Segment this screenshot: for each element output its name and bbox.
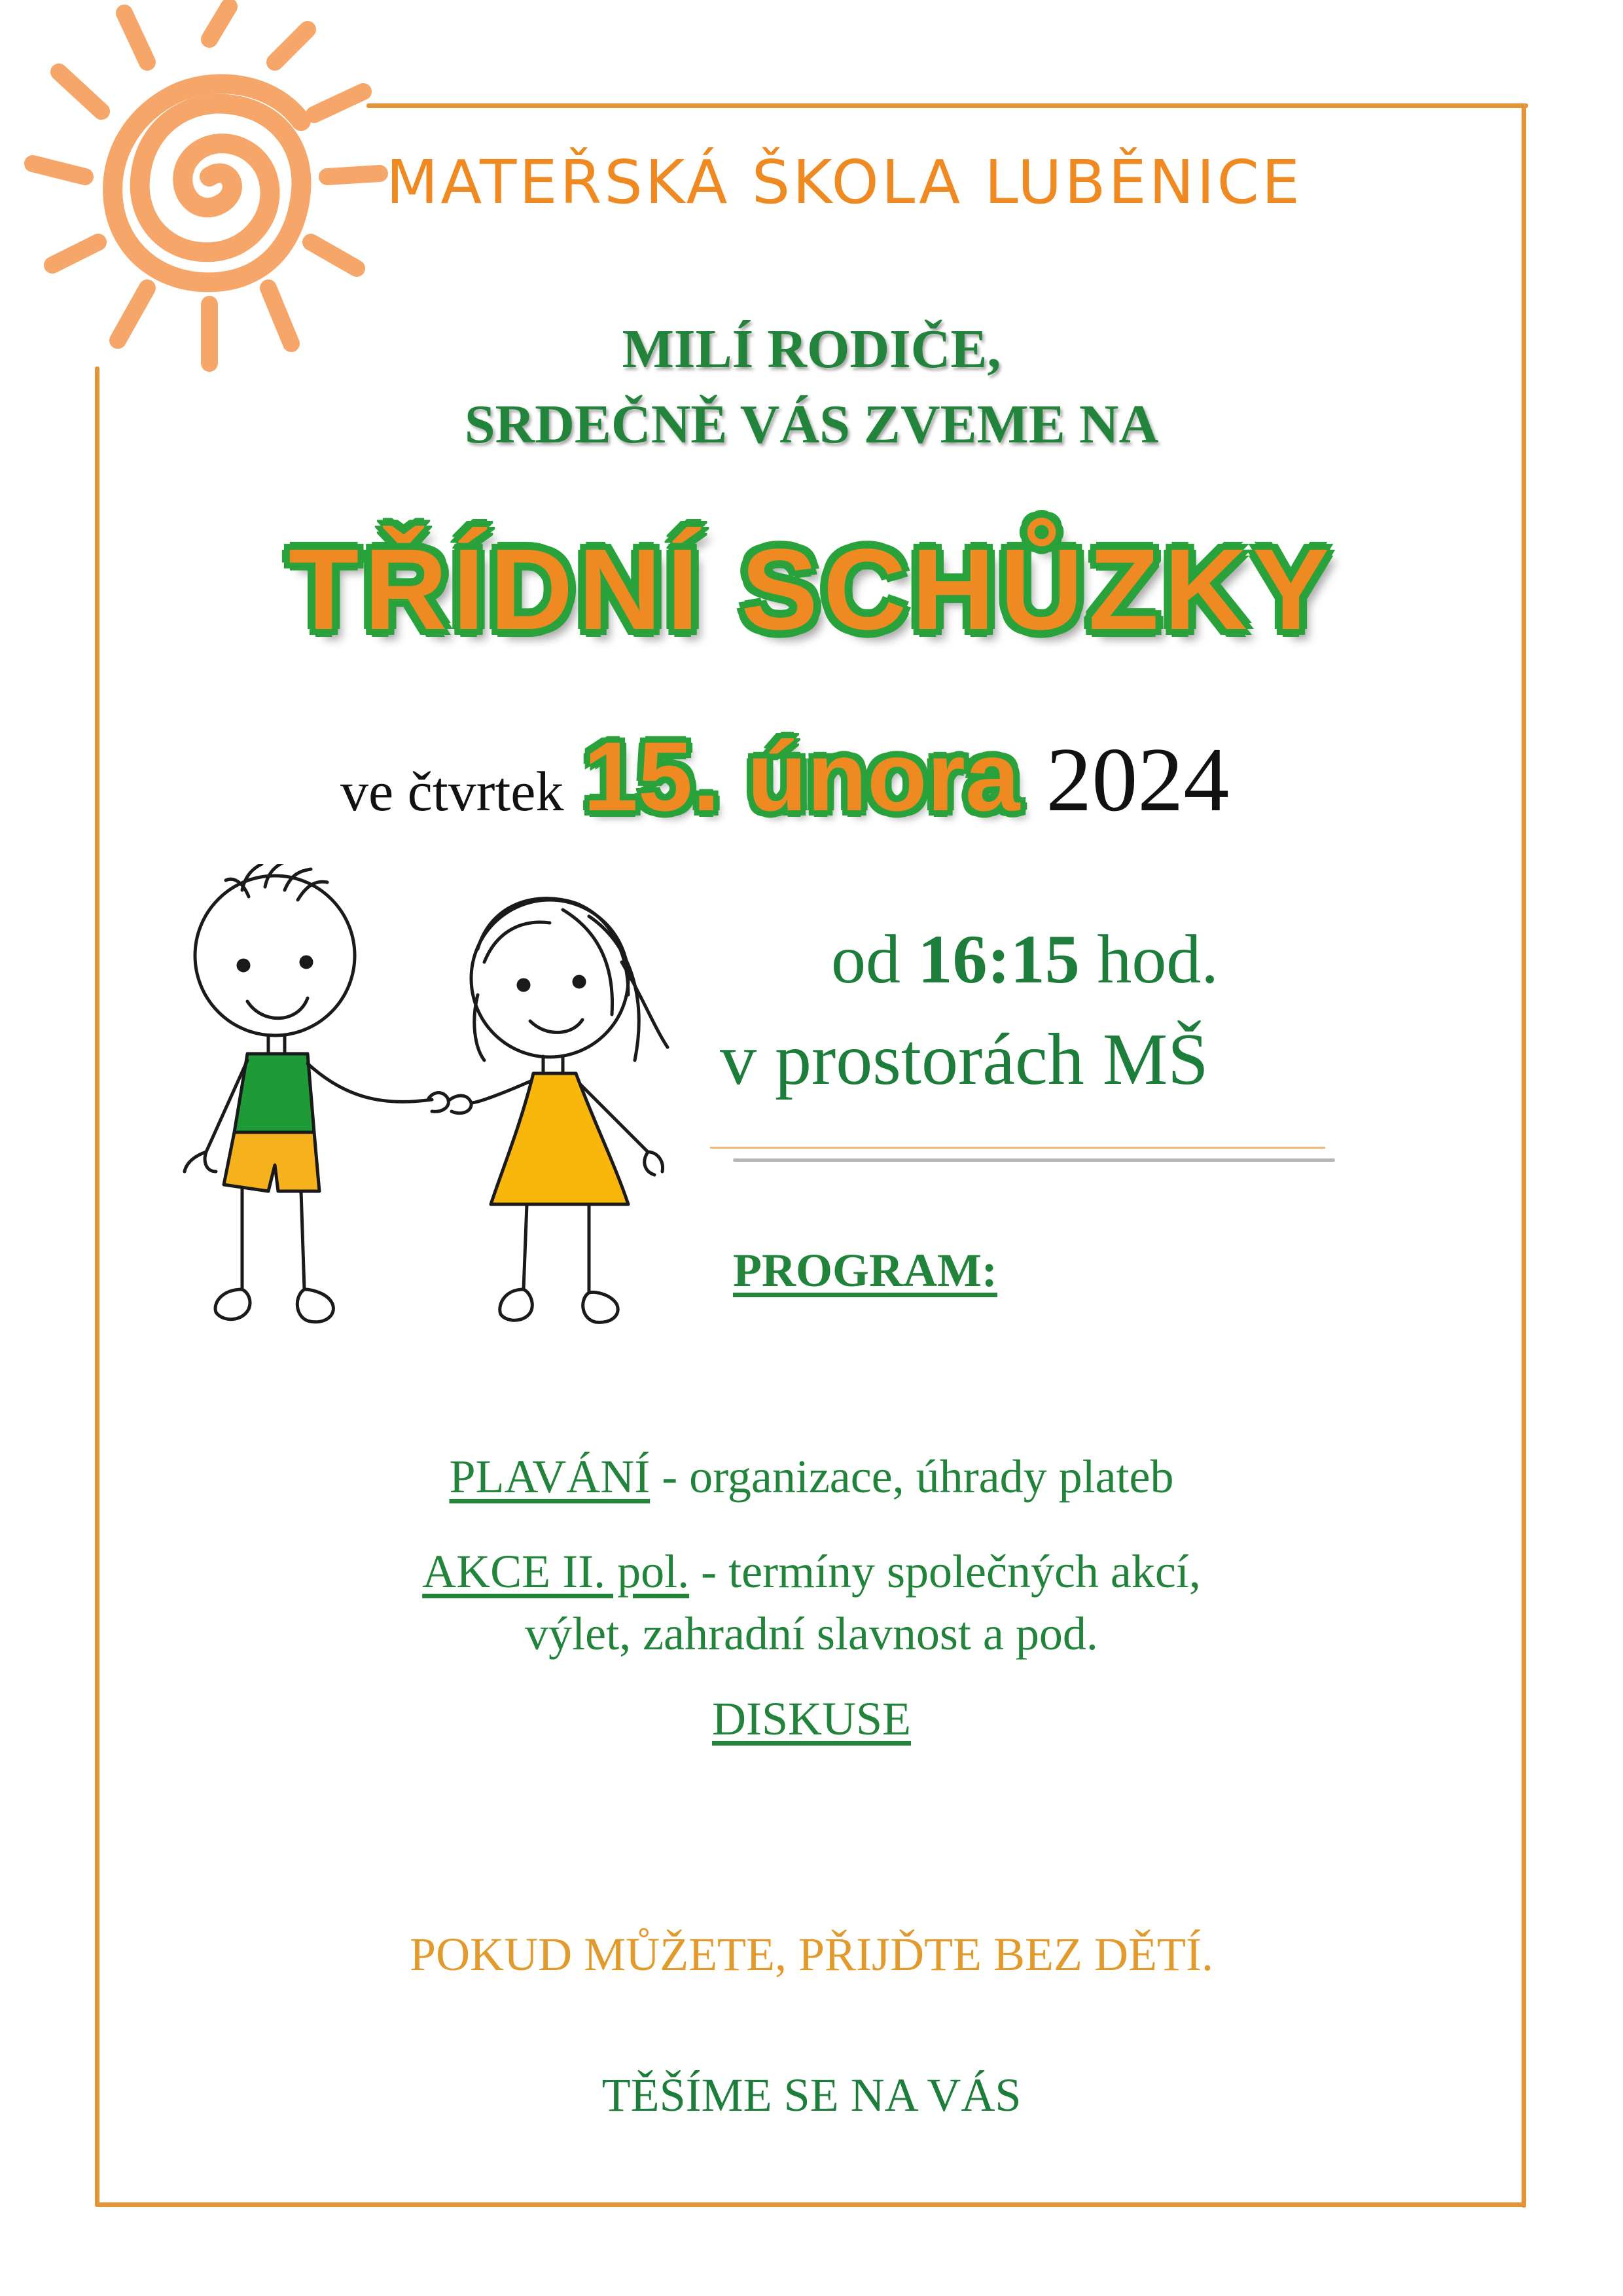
divider-top <box>710 1147 1325 1149</box>
date-year: 2024 <box>1046 729 1230 831</box>
date-day: 15. února <box>583 721 1020 831</box>
place-line: v prostorách MŠ <box>720 1019 1209 1100</box>
time-suffix: hod. <box>1097 921 1219 997</box>
time-prefix: od <box>831 921 901 997</box>
date-weekday: ve čtvrtek <box>340 760 564 823</box>
time-line <box>831 920 1219 999</box>
school-name: MATEŘSKÁ ŠKOLA LUBĚNICE <box>386 147 1302 217</box>
greeting-line-1: MILÍ RODIČE, <box>622 319 1001 380</box>
program-item-events <box>0 1545 1623 1599</box>
boy-figure-icon <box>185 864 432 1322</box>
program-item-label: DISKUSE <box>711 1693 912 1745</box>
closing-line: TĚŠÍME SE NA VÁS <box>601 2069 1022 2121</box>
date-line <box>340 720 1229 833</box>
headline: TŘÍDNÍ SCHŮZKY <box>288 526 1335 654</box>
divider-shadow <box>733 1158 1335 1162</box>
girl-figure-icon <box>471 899 668 1323</box>
note-without-children: POKUD MŮŽETE, PŘIJĎTE BEZ DĚTÍ. <box>410 1928 1213 1981</box>
program-item-text: - termíny společných akcí, <box>689 1545 1201 1598</box>
greeting-line-2: SRDEČNĚ VÁS ZVEME NA <box>464 394 1159 455</box>
children-illustration <box>170 864 707 1335</box>
program-title: PROGRAM: <box>733 1244 997 1297</box>
program-item-swimming <box>0 1450 1623 1504</box>
program-item-events-line2: výlet, zahradní slavnost a pod. <box>525 1607 1098 1660</box>
program-item-label: PLAVÁNÍ <box>449 1450 651 1503</box>
time-value: 16:15 <box>918 921 1080 997</box>
program-item-discussion <box>0 1692 1623 1746</box>
program-item-label: AKCE II. pol. <box>422 1545 690 1598</box>
program-item-text: - organizace, úhrady plateb <box>650 1450 1174 1503</box>
